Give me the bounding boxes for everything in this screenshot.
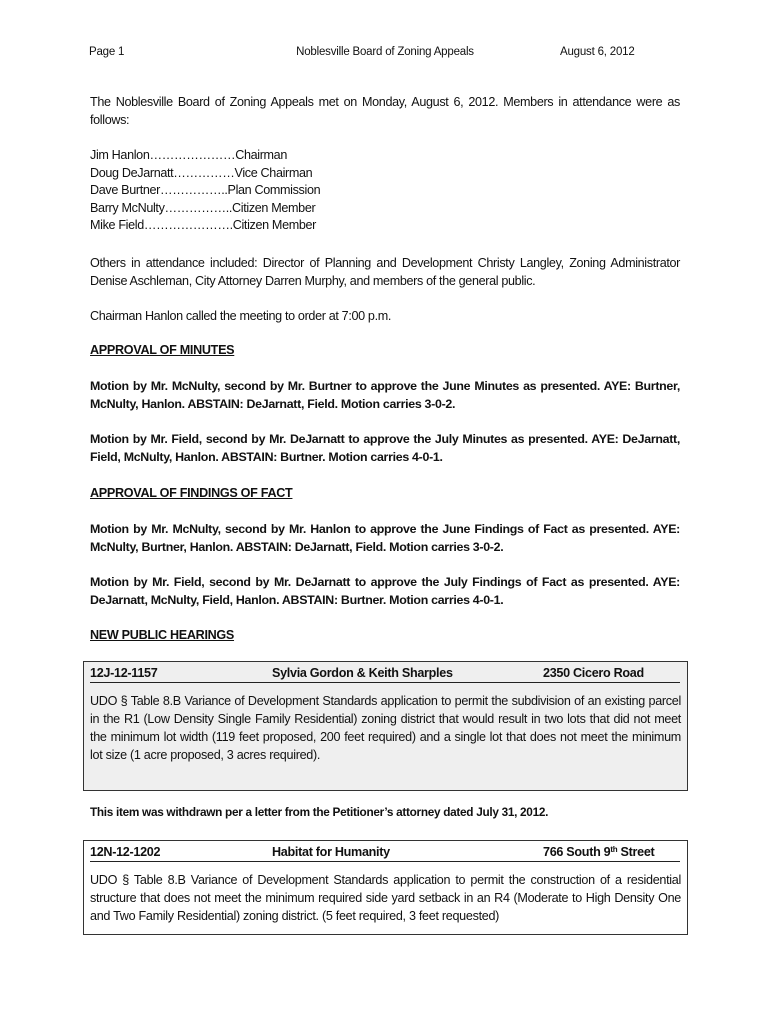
- hearings-heading: NEW PUBLIC HEARINGS: [90, 628, 235, 642]
- case-header: [90, 845, 680, 862]
- intro-paragraph: The Noblesville Board of Zoning Appeals met on Monday, August 6, 2012. Members in attendance were as follows:: [90, 95, 680, 127]
- meeting-date: August 6, 2012: [560, 46, 635, 58]
- document-title: Noblesville Board of Zoning Appeals: [296, 46, 474, 58]
- member-line: Mike Field………………….Citizen Member: [90, 218, 317, 233]
- others-paragraph: Others in attendance included: Director of Planning and Development Christy Langley, Zoning Administrator Denise Aschleman, City Attorney Darren Murphy, and members of the general public.: [90, 256, 680, 288]
- case-header: [90, 666, 680, 683]
- withdrawn-note: This item was withdrawn per a letter from the Petitioner’s attorney dated July 31, 2012.: [90, 805, 549, 819]
- header-underline: [90, 682, 680, 683]
- member-line: Dave Burtner……………..Plan Commission: [90, 183, 321, 198]
- page-number: Page 1: [89, 46, 125, 58]
- case-petitioner: Habitat for Humanity: [272, 845, 390, 859]
- minutes-motion: Motion by Mr. McNulty, second by Mr. Burtner to approve the June Minutes as presented. AYE: Burtner, McNulty, Hanlon. ABSTAIN: DeJarnatt, Field. Motion carries 3-0-2.: [90, 379, 680, 411]
- call-to-order: Chairman Hanlon called the meeting to order at 7:00 p.m.: [90, 309, 392, 323]
- case-address: 766 South 9th Street: [543, 845, 655, 859]
- case-box: [83, 840, 688, 935]
- case-number: 12J-12-1157: [90, 666, 158, 680]
- member-line: Jim Hanlon…………………Chairman: [90, 148, 287, 162]
- member-line: Barry McNulty……………..Citizen Member: [90, 200, 316, 215]
- case-number: 12N-12-1202: [90, 845, 161, 859]
- findings-motion: Motion by Mr. McNulty, second by Mr. Hanlon to approve the June Findings of Fact as presented. AYE: McNulty, Burtner, Hanlon. ABSTAIN: DeJarnatt, Field. Motion carries 3-0-2.: [90, 522, 680, 554]
- minutes-heading: APPROVAL OF MINUTES: [90, 343, 235, 357]
- findings-heading: APPROVAL OF FINDINGS OF FACT: [90, 486, 293, 500]
- member-line: Doug DeJarnatt……………Vice Chairman: [90, 165, 313, 180]
- members-list: [90, 147, 680, 235]
- case-petitioner: Sylvia Gordon & Keith Sharples: [272, 666, 453, 680]
- findings-motion: Motion by Mr. Field, second by Mr. DeJarnatt to approve the July Findings of Fact as presented. AYE: DeJarnatt, McNulty, Field, Hanlon. ABSTAIN: Burtner. Motion carries 4-0-1.: [90, 575, 680, 607]
- minutes-motion: Motion by Mr. Field, second by Mr. DeJarnatt to approve the July Minutes as presented. AYE: DeJarnatt, Field, McNulty, Hanlon. ABSTAIN: Burtner. Motion carries 4-0-1.: [90, 432, 680, 464]
- case-box: [83, 661, 688, 791]
- case-address: 2350 Cicero Road: [543, 666, 644, 680]
- header-underline: [90, 861, 680, 862]
- case-description: UDO § Table 8.B Variance of Development Standards application to permit the construction of a residential structure that does not meet the minimum required side yard setback in an R4 (Moderate to High Density One and Two Family Residential) zoning district. (5 feet required, 3 feet requested): [90, 873, 681, 923]
- case-description: UDO § Table 8.B Variance of Development Standards application to permit the subdivision of an existing parcel in the R1 (Low Density Single Family Residential) zoning district that would result in two lots that did not meet the minimum lot width (119 feet proposed, 200 feet required) and a single lot that does not meet the minimum lot size (1 acre proposed, 3 acres required).: [90, 694, 681, 762]
